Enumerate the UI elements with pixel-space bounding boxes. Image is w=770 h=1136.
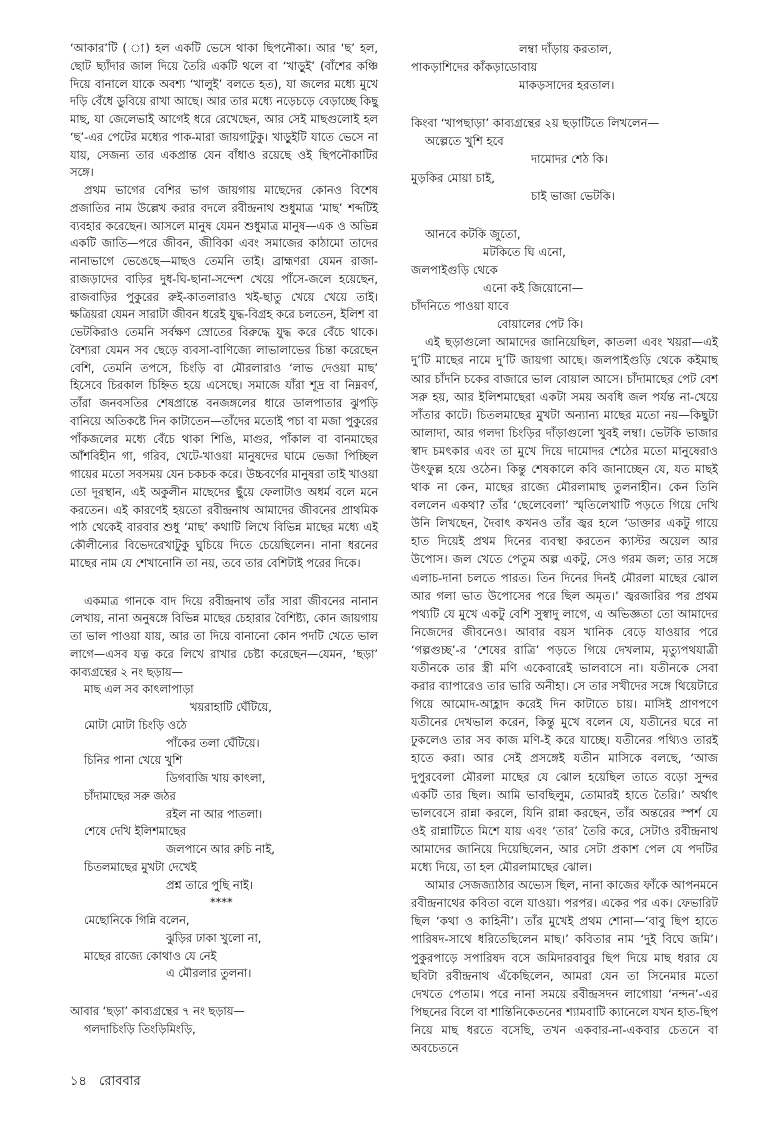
verse-khapchhara-2	[411, 225, 718, 334]
verse-line: জলপাইগুড়ি থেকে	[411, 262, 498, 277]
verse-line: চাঁদামাছের সরু জঠর	[84, 788, 176, 803]
paragraph-khapchhara: কিংবা ‘খাপছাড়া’ কাব্যগ্রন্থের ২য় ছড়াটিতে লিখলেন—	[411, 116, 660, 131]
section-name: রোববার	[99, 1074, 141, 1089]
verse-line: চিতলমাছের মুখটা দেখেই	[84, 859, 197, 874]
paragraph-chhara-7: আবার ‘ছড়া’ কাব্যগ্রন্থের ৭ নং ছড়ায়—	[70, 1004, 245, 1018]
verse-line: মুড়কির মোয়া চাই,	[411, 170, 495, 185]
verse-line: ঝুড়ির ঢাকা খুলো না,	[166, 930, 262, 945]
verse-line: মাছ এল সব কাৎলাপাড়া	[84, 682, 194, 697]
verse-line: মোটা মোটা চিংড়ি ওঠে	[84, 717, 187, 732]
paragraph-uncle-recitation: আমার সেজজ্যাঠার অভ্যেস ছিল, নানা কাজের ফাঁকে আপনমনে রবীন্দ্রনাথের কবিতা বলে যাওয়া। পরপর। একের পর এক। ফেভারিট ছিল ‘কথা ও কাহিনী’। তাঁর মুখেই প্রথম শোনা—‘বাবু ছিপ হাতে পারিষদ-সাথে ধরিতেছিলেন মাছ।’ কবিতার নাম ‘দুই বিঘে জমি’। পুকুরপাড়ে সপারিষদ বসে জমিদারবাবুর ছিপ দিয়ে মাছ ধরার যে ছবিটা রবীন্দ্রনাথ এঁকেছিলেন, আমরা যেন তা সিনেমার মতো দেখতে পেতাম। পরে নানা সময়ে রবীন্দ্রসদন লাগোয়া ‘নন্দন’-এর পিছনের বিলে বা শান্তিনিকেতনের শ্যামবাটি ক্যানেলে যখন হাত-ছিপ নিয়ে মাছ ধরতে বসেছি, তখন একবার-না-একবার চেতনে বা অবচেতনে	[411, 878, 718, 1055]
paragraph-gap	[70, 573, 378, 593]
verse-line: শেষে দেখি ইলিশমাছের	[84, 824, 187, 839]
verse-line: জলপানে আর রুচি নাই,	[166, 842, 275, 856]
left-column	[70, 40, 378, 1039]
verse-line: চাই ভাজা ভেটকি।	[531, 188, 615, 203]
verse-line: মেছোনিকে গিন্নি বলেন,	[84, 913, 190, 927]
verse-line: চিনির পানা খেয়ে খুশি	[84, 753, 183, 768]
paragraph-fish-places: এই ছড়াগুলো আমাদের জানিয়েছিল, কাতলা এবং খয়রা—এই দু’টি মাছের নামে দু’টি জায়গা আছে। জলপাইগুড়ি থেকে কইমাছ আর চাঁদনি চকের বাজারে ভাল বোয়াল আসে। চাঁদামাছের পেট বেশ সরু হয়, আর ইলিশমাছেরা একটা সময় অবধি জল পর্যন্ত না-খেয়ে সাঁতার কাটে। চিতলমাছের মুখটা অন্যান্য মাছের মতো নয়—কিছুটা আলাদা, আর গলদা চিংড়ির দাঁড়াগুলো খুবই লম্বা। ভেটকি ভাজার স্বাদ চমৎকার এবং তা মুখে দিয়ে দামোদর শেঠের মতো মানুষেরাও উৎফুল্ল হয়ে ওঠেন। কিন্তু শেষকালে কবি জানাচ্ছেন যে, যত মাছই থাক না কেন, মাছের রাজ্যে মৌরলামাছ তুলনাহীন। কেন তিনি বললেন একথা? তাঁর ‘ছেলেবেলা’ স্মৃতিলেখাটি পড়তে গিয়ে দেখি উনি লিখছেন, দৈবাৎ কখনও তাঁর জ্বর হলে ‘ডাক্তার একটু গায়ে হাত দিয়েই প্রথম দিনের ব্যবস্থা করতেন ক্যাস্টর অয়েল আর উপোস। জল খেতে পেতুম অল্প একটু, সেও গরম জল; তার সঙ্গে এলাচ-দানা চলতে পারত। তিন দিনের দিনই মৌরলা মাছের ঝোল আর গলা ভাত উপোসের পরে ছিল অমৃত।’ জ্বরজারির পর প্রথম পথ্যটি যে মুখে একটু বেশি সুস্বাদু লাগে, এ অভিজ্ঞতা তো আমাদের নিজেদের জীবনেও। আবার বয়স খানিক বেড়ে যাওয়ার পরে ‘গল্পগুচ্ছ’-র ‘শেষের রাত্রি’ পড়তে গিয়ে দেখলাম, মৃত্যুপথযাত্রী যতীনকে তার স্ত্রী মণি একেবারেই ভালবাসে না। যতীনকে সেবা করার ব্যাপারেও তার ভারি অনীহা। সে তার সখীদের সঙ্গে থিয়েটারে গিয়ে আমোদ-আহ্লাদ করেই দিন কাটাতে চায়। মাসিই প্রাণপণে যতীনের দেখভাল করেন, কিন্তু মুখে বলেন যে, যতীনের ঘরে না ঢুকলেও তার সব কাজ মণি-ই করে যাচ্ছে। যতীনের পথ্যিও তারই হাতে করা। আর সেই প্রসঙ্গেই যতীন মাসিকে বলছে, ‘আজ দুপুরবেলা মৌরলা মাছের যে ঝোল হয়েছিল তাতে বড়ো সুন্দর একটি তার ছিল। আমি ভাবছিলুম, তোমারই হাতে তৈরি।’ অর্থাৎ ভালবেসে রান্না করলে, যিনি রান্না করছেন, তাঁর অন্তরের স্পর্শ যে ওই রান্নাটিতে মিশে যায় এবং ‘তার’ তৈরি করে, সেটাও রবীন্দ্রনাথ আমাদের জানিয়ে দিয়েছিলেন, আর সেটা প্রকাশ পেল যে পদটির মধ্যে দিয়ে, তা হল মৌরলামাছের ঝোল।	[411, 335, 718, 875]
paragraph-gap	[70, 983, 378, 1003]
verse-line: খয়রাহাটি ঘেঁটিয়ে,	[190, 700, 272, 714]
verse-line: পাঁকের তলা ঘেঁটিয়ে।	[166, 735, 260, 750]
verse-chhara-2	[70, 681, 378, 983]
page-number: ১৪	[70, 1074, 87, 1089]
page-footer	[70, 1072, 149, 1093]
paragraph-caste-analogy: প্রথম ভাগের বেশির ভাগ জায়গায় মাছেদের কোনও বিশেষ প্রজাতির নাম উল্লেখ করার বদলে রবীন্দ্রনাথ শুধুমাত্র ‘মাছ’ শব্দটিই ব্যবহার করেছেন। আসলে মানুষ যেমন শুধুমাত্র মানুষ—এক ও অভিন্ন একটি জাতি—পরে জীবন, জীবিকা এবং সমাজের কাঠামো তাদের নানাভাগে ভেঙেছে—মাছও তেমনি তাই। ব্রাহ্মণরা যেমন রাজা-রাজড়াদের বাড়ির দুধ-ঘি-ছানা-সন্দেশ খেয়ে পাঁসে-জলে হয়েছেন, রাজবাড়ির পুকুরের রুই-কাতলারাও খই-ছাতু খেয়ে খেয়ে তাই। ক্ষত্রিয়রা যেমন সারাটা জীবন ধরেই যুদ্ধ-বিগ্রহ করে চলতেন, ইলিশ বা ভেটকিরাও তেমনি সর্বক্ষণ স্রোতের বিরুদ্ধে যুদ্ধ করে বেঁচে থাকে। বৈশ্যরা যেমন সব ছেড়ে ব্যবসা-বাণিজ্যে লাভালাভের চিন্তা করেছেন বেশি, তেমনি তপসে, চিংড়ি বা মৌরলারাও ‘লাভ দেওয়া মাছ’ হিসেবে চিরকাল চিহ্নিত হয়ে এসেছে। সমাজে যাঁরা শূদ্র বা নিম্নবর্ণ, তাঁরা জনবসতির শেষপ্রান্তে বনজঙ্গলের ধারে ডালপাতার ঝুপড়ি বানিয়ে অতিকষ্টে দিন কাটাতেন—তাঁদের মতোই পচা বা মজা পুকুরের পাঁকজলের মধ্যে বেঁচে থাকা শিঙি, মাগুর, পাঁকাল বা বানমাছের আঁশবিহীন গা, গরিব, খেটে-খাওয়া মানুষদের ঘামে ভেজা পিচ্ছিল গায়ের মতো সবসময় যেন চকচক করে। উচ্চবর্ণের মানুষরা তাই খাওয়া তো দূরস্থান, এই অকুলীন মাছেদের ছুঁয়ে ফেলাটাও অধর্ম বলে মনে করতেন। এই কারণেই হয়তো রবীন্দ্রনাথ আমাদের জীবনের প্রাথমিক পাঠ থেকেই বারবার শুধু ‘মাছ’ কথাটি লিখে বিভিন্ন মাছের মধ্যে এই কৌলীন্যের বিভেদরেখাটুকু ঘুচিয়ে দিতে চেয়েছিলেন। নানা ধরনের মাছের নাম যে শেখানোনি তা নয়, তবে তার বেশিটাই পরের দিকে।	[70, 183, 378, 570]
verse-separator: ****	[210, 895, 233, 910]
paragraph-gap	[411, 94, 718, 114]
verse-line: গলদাচিংড়ি তিংড়িমিংড়ি,	[84, 1021, 196, 1036]
verse-line: চাঁদনিতে পাওয়া যাবে	[411, 299, 509, 314]
verse-line: এ মৌরলার তুলনা।	[166, 966, 252, 981]
verse-line: রইল না আর পাতলা।	[166, 806, 263, 821]
verse-line: লম্বা দাঁড়ায় করতাল,	[519, 42, 612, 56]
verse-line: আনবে কটকি জুতো,	[425, 226, 521, 241]
verse-line: এনো কই জিয়োনো—	[483, 281, 584, 296]
paragraph-gap	[411, 205, 718, 225]
paragraph-writings: একমাত্র গানকে বাদ দিয়ে রবীন্দ্রনাথ তাঁর সারা জীবনের নানান লেখায়, নানা অনুষঙ্গে বিভিন্ন মাছের চেহারার বৈশিষ্ট্য, কোন জায়গায় তা ভাল পাওয়া যায়, আর তা দিয়ে বানানো কোন পদটি খেতে ভাল লাগে—এসব যত্ন করে লিখে রাখার চেষ্টা করেছেন—যেমন, ‘ছড়া’ কাব্যগ্রন্থের ২ নং ছড়ায়—	[70, 593, 378, 679]
verse-line: ডিগবাজি খায় কাৎলা,	[166, 771, 266, 785]
paragraph-intro: ‘আকার’টি ( া) হল একটি ভেসে থাকা ছিপনৌকা। আর ‘ছ’ হল, ছোট ছ্যাঁদার জাল দিয়ে তৈরি একটি থলে বা ‘খাড়ুই’ (বাঁশের কঞ্চি দিয়ে বানালে যাকে অবশ্য ‘খালুই’ বলতে হত), যা জলের মধ্যে মুখে দড়ি বেঁধে ডুবিয়ে রাখা আছে। আর তার মধ্যে নড়েচড়ে বেড়াচ্ছে কিছু মাছ, যা জেলেভাই আগেই ধরে রেখেছেন, আর সেই মাছগুলোই হল ‘ছ’-এর পেটের মধ্যের পাক-মারা জায়গাটুকু। খাড়ুইটি যাতে ভেসে না যায়, সেজন্য তার একপ্রান্ত যেন বাঁধাও রয়েছে ওই ছিপনৌকাটির সঙ্গে।	[70, 41, 378, 180]
verse-line: পাকড়াশিদের কাঁকড়াডোবায়	[411, 60, 538, 75]
verse-khapchhara-1	[411, 132, 718, 204]
verse-line: বোয়ালের পেট কি।	[497, 317, 584, 332]
right-column	[411, 40, 718, 1057]
verse-line: অল্পেতে খুশি হবে	[425, 134, 504, 149]
verse-line: মাছের রাজ্যে কোথাও যে নেই	[84, 948, 217, 963]
verse-line: মটকিতে ঘি এনো,	[483, 244, 566, 259]
verse-chhara-7-continued	[411, 40, 718, 94]
verse-line: প্রশ্ন তারে পুছি নাই।	[166, 877, 253, 892]
verse-line: দামোদর শেঠ কি।	[531, 152, 609, 167]
verse-line: মাকড়সাদের হরতাল।	[519, 78, 615, 93]
